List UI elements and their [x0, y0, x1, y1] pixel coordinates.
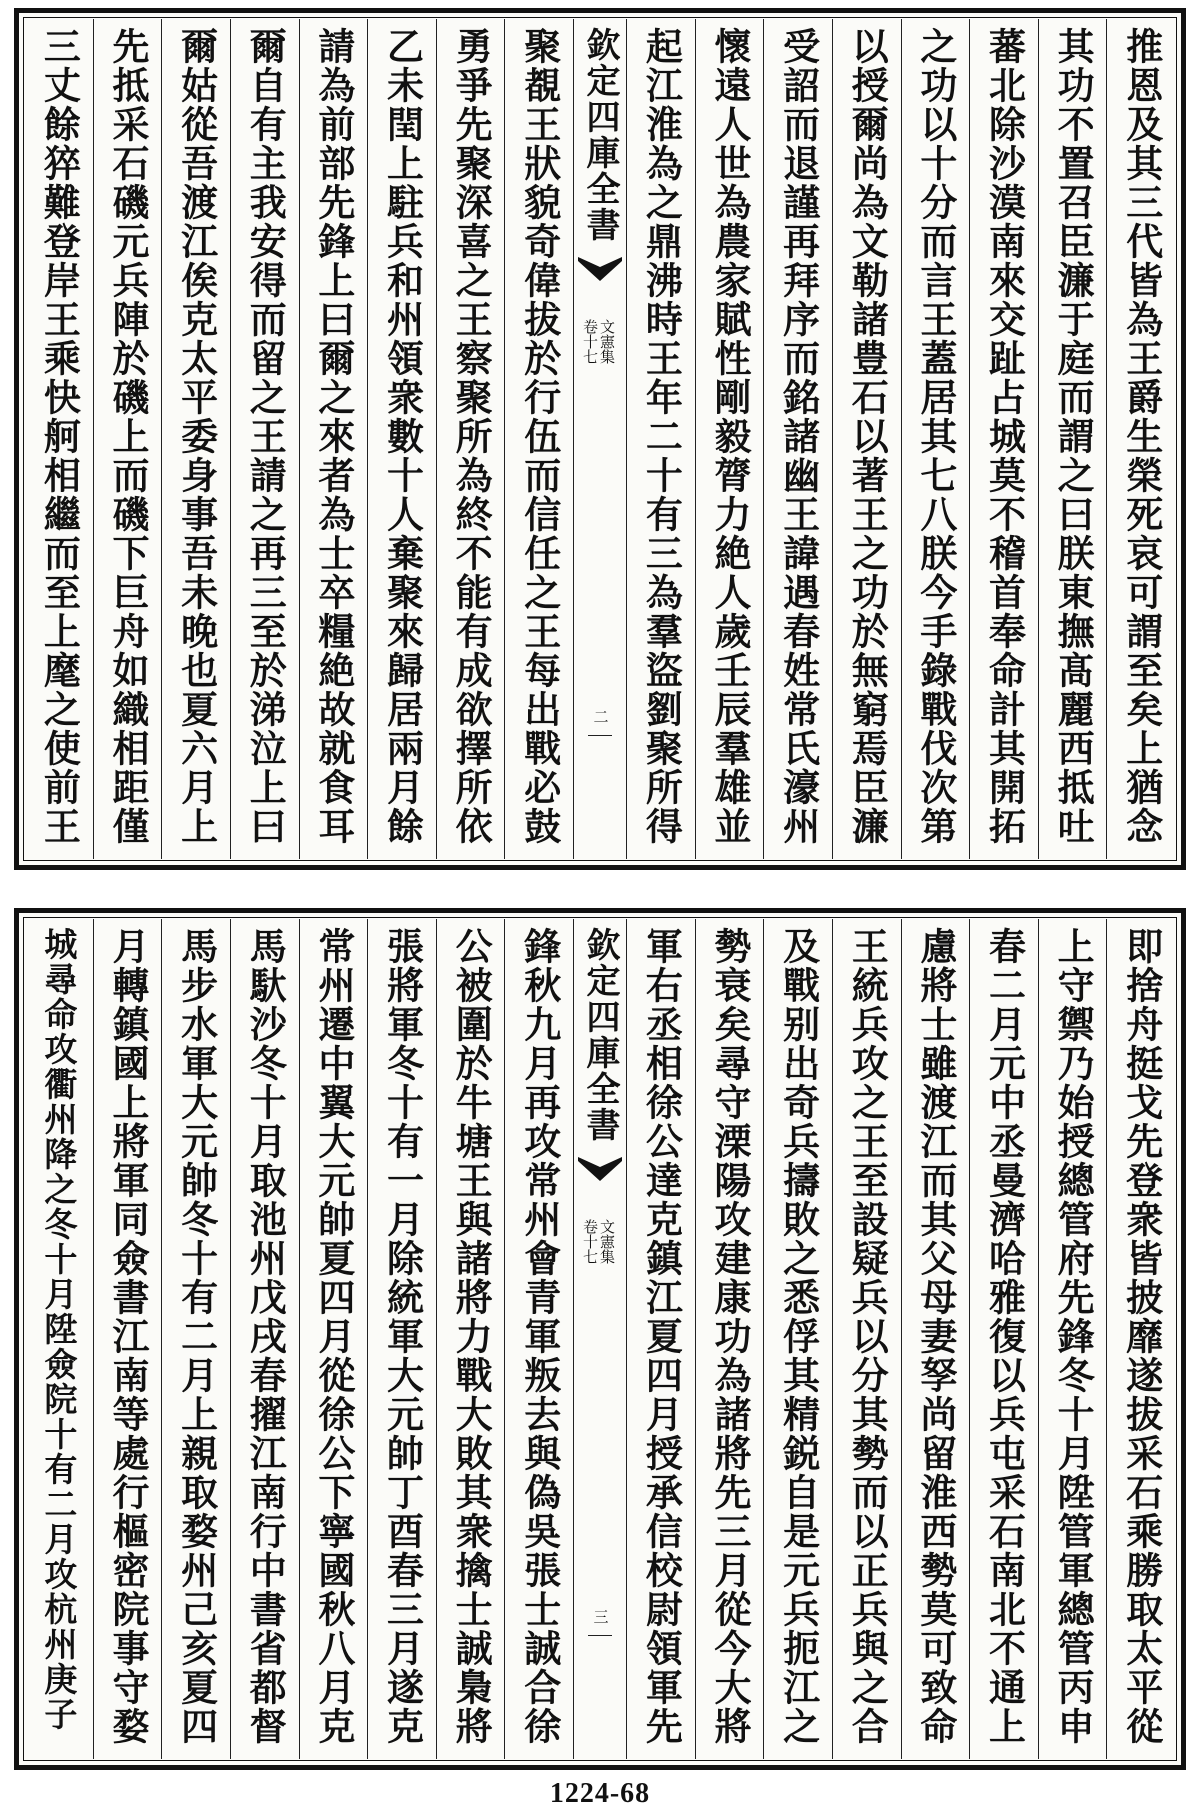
column-text: 其功不置召臣濂于庭而謂之曰朕東撫髙麗西抵吐 — [1051, 27, 1096, 846]
text-column — [763, 19, 832, 859]
page-footer-number: 1224-68 — [549, 1778, 651, 1809]
column-text: 王統兵攻之王至設疑兵以分其勢而以正兵與之合 — [845, 927, 890, 1746]
text-column — [25, 19, 93, 859]
column-text: 軍右丞相徐公達克鎮江夏四月授承信校尉領軍先 — [639, 927, 684, 1746]
column-text: 常州遷中翼大元帥夏四月從徐公下寧國秋八月克 — [311, 927, 356, 1746]
page-divider — [588, 735, 612, 736]
text-column — [436, 19, 505, 859]
page-panel-upper — [14, 8, 1186, 870]
text-column — [901, 19, 970, 859]
text-column — [695, 919, 764, 1759]
volume-label: 卷十七 — [581, 1219, 599, 1264]
column-text: 即捨舟挺戈先登衆皆披靡遂拔采石乘勝取太平從 — [1119, 927, 1164, 1746]
text-column — [93, 19, 162, 859]
text-column — [161, 19, 230, 859]
text-column — [25, 919, 93, 1759]
column-text: 上守禦乃始授總管府先鋒冬十月陞管軍總管丙申 — [1051, 927, 1096, 1746]
text-column — [626, 919, 695, 1759]
center-gutter — [573, 19, 626, 859]
text-column — [93, 919, 162, 1759]
column-text: 乙未閏上駐兵和州領衆數十人棄聚來歸居兩月餘 — [380, 27, 425, 846]
text-column — [367, 919, 436, 1759]
text-column — [161, 919, 230, 1759]
column-text: 之功以十分而言王蓋居其七八朕今手錄戰伐次第 — [913, 27, 958, 846]
column-text: 懷遠人世為農家賦性剛毅膂力絶人歲壬辰羣雄並 — [707, 27, 752, 846]
text-column — [1038, 19, 1107, 859]
text-column — [1106, 919, 1175, 1759]
column-text: 爾自有主我安得而留之王請之再三至於涕泣上曰 — [243, 27, 288, 846]
text-columns — [25, 919, 1175, 1759]
collection-title: 文憲集 — [598, 1219, 616, 1264]
column-text: 三丈餘猝難登岸王乘快舸相繼而至上麾之使前王 — [37, 27, 82, 846]
library-title: 欽定四庫全書 — [580, 927, 620, 1143]
column-text: 慮將士雖渡江而其父母妻孥尚留淮西勢莫可致命 — [913, 927, 958, 1746]
column-text: 勢衰矣尋守溧陽攻建康功為諸將先三月從今大將 — [707, 927, 752, 1746]
column-text: 爾姑從吾渡江俟克太平委身事吾未晚也夏六月上 — [174, 27, 219, 846]
center-gutter — [573, 919, 626, 1759]
text-column — [436, 919, 505, 1759]
text-column — [504, 919, 573, 1759]
text-column — [969, 919, 1038, 1759]
text-column — [832, 919, 901, 1759]
collection-title: 文憲集 — [598, 319, 616, 364]
text-column — [299, 19, 368, 859]
page-divider — [588, 1635, 612, 1636]
column-text: 馬步水軍大元帥冬十有二月上親取婺州己亥夏四 — [174, 927, 219, 1746]
volume-label: 卷十七 — [581, 319, 599, 364]
page-number: 三 — [591, 1609, 610, 1624]
column-text: 馬馱沙冬十月取池州戊戌春擢江南行中書省都督 — [243, 927, 288, 1746]
column-text: 張將軍冬十有一月除統軍大元帥丁酉春三月遂克 — [380, 927, 425, 1746]
text-columns — [25, 19, 1175, 859]
column-text: 請為前部先鋒上曰爾之來者為士卒糧絶故就食耳 — [311, 27, 356, 846]
column-text: 先抵采石磯元兵陣於磯上而磯下巨舟如織相距僅 — [105, 27, 150, 846]
fish-tail-mark-icon — [578, 257, 622, 281]
column-text: 春二月元中丞曼濟哈雅復以兵屯采石南北不通上 — [982, 927, 1027, 1746]
text-column — [1038, 919, 1107, 1759]
text-column — [230, 19, 299, 859]
text-column — [504, 19, 573, 859]
text-column — [626, 19, 695, 859]
text-column — [367, 19, 436, 859]
column-text: 城尋命攻衢州降之冬十月陞僉院十有二月攻杭州庚子 — [39, 927, 79, 1732]
fish-tail-mark-icon — [578, 1157, 622, 1181]
text-column — [969, 19, 1038, 859]
column-text: 鋒秋九月再攻常州會青軍叛去與偽吳張士誠合徐 — [517, 927, 562, 1746]
column-text: 月轉鎮國上將軍同僉書江南等處行樞密院事守婺 — [105, 927, 150, 1746]
column-text: 蕃北除沙漠南來交趾占城莫不稽首奉命計其開拓 — [982, 27, 1027, 846]
column-text: 勇爭先聚深喜之王察聚所為終不能有成欲擇所依 — [449, 27, 494, 846]
page-panel-lower — [14, 908, 1186, 1770]
column-text: 公被圍於牛塘王與諸將力戰大敗其衆擒士誠梟將 — [449, 927, 494, 1746]
column-text: 聚覩王狀貌奇偉拔於行伍而信任之王每出戰必鼓 — [517, 27, 562, 846]
column-text: 受詔而退謹再拜序而銘諸幽王諱遇春姓常氏濠州 — [776, 27, 821, 846]
text-column — [832, 19, 901, 859]
page-number: 二 — [591, 709, 610, 724]
text-column — [695, 19, 764, 859]
column-text: 推恩及其三代皆為王爵生榮死哀可謂至矣上猶念 — [1119, 27, 1164, 846]
text-column — [230, 919, 299, 1759]
text-column — [1106, 19, 1175, 859]
text-column — [901, 919, 970, 1759]
column-text: 起江淮為之鼎沸時王年二十有三為羣盜劉聚所得 — [639, 27, 684, 846]
text-column — [763, 919, 832, 1759]
column-text: 及戰别出奇兵擣敗之悉俘其精鋭自是元兵扼江之 — [776, 927, 821, 1746]
column-text: 以授爾尚為文勒諸豊石以著王之功於無窮焉臣濂 — [845, 27, 890, 846]
library-title: 欽定四庫全書 — [580, 27, 620, 243]
text-column — [299, 919, 368, 1759]
